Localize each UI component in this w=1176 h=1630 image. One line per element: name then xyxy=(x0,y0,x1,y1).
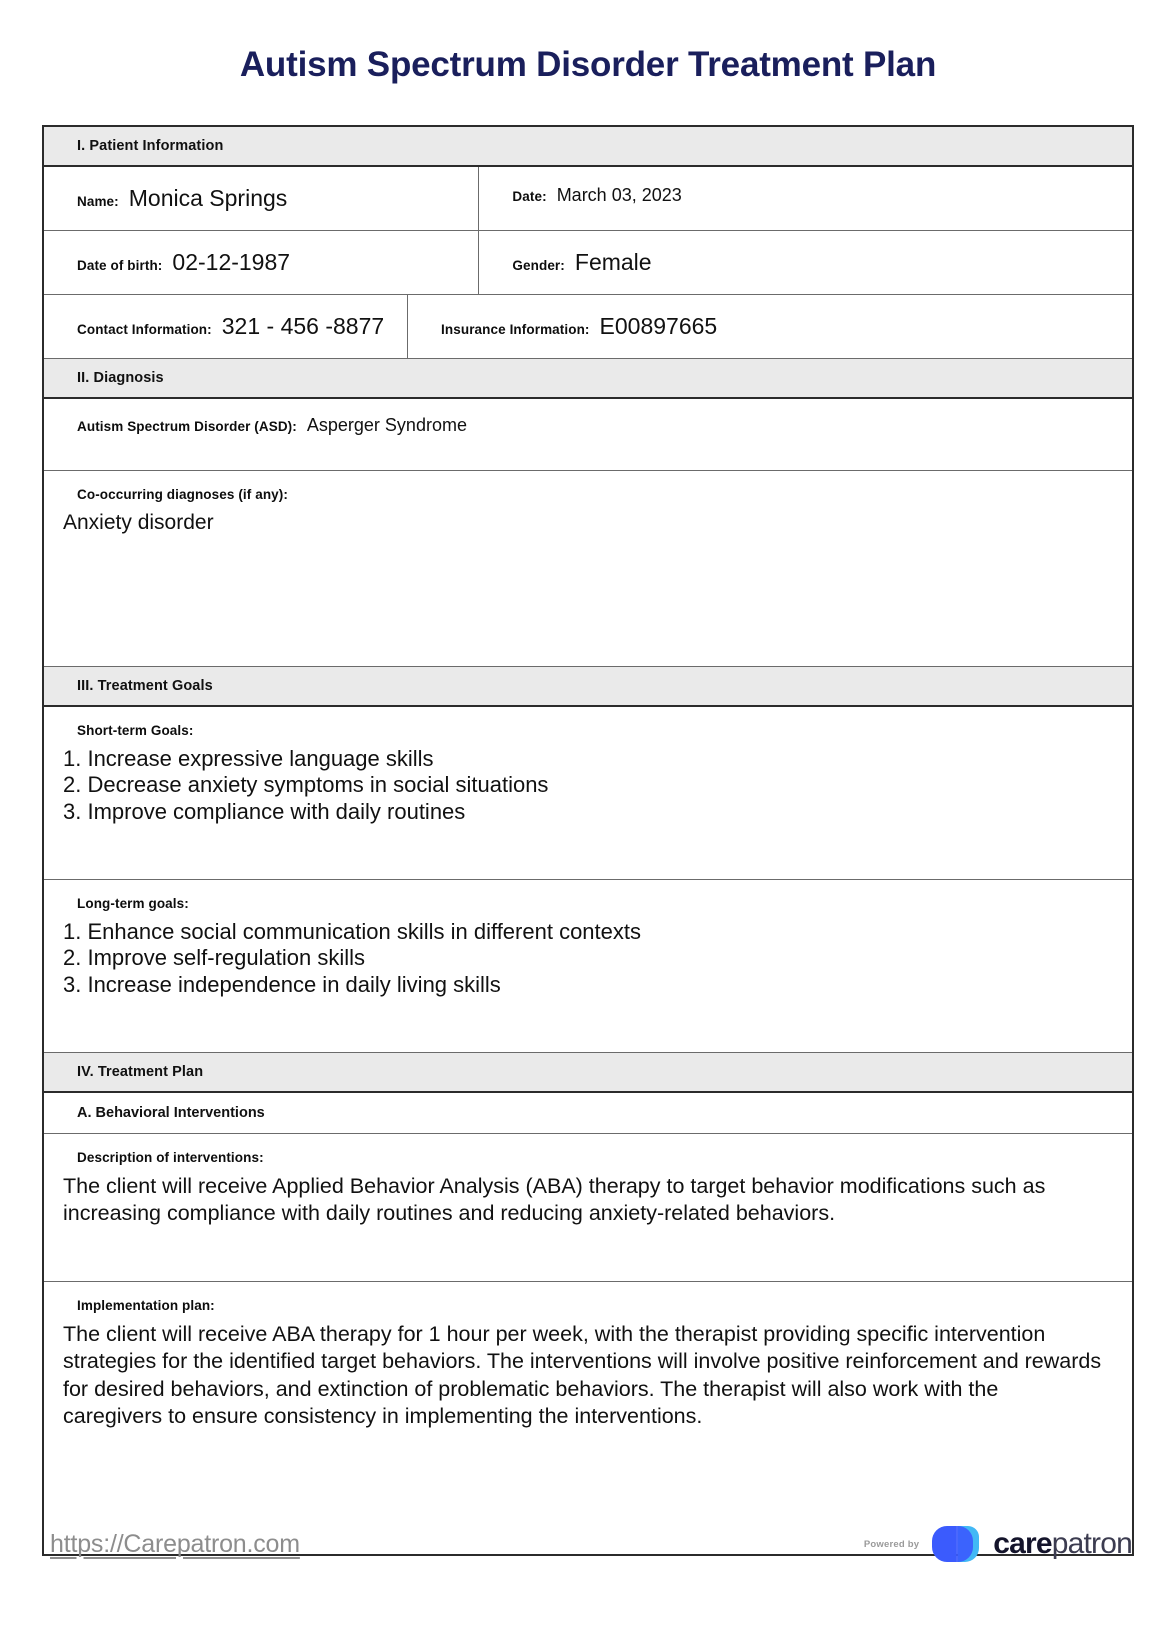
description-value: The client will receive Applied Behavior Analysis (ABA) therapy to target behavior modifications such as increasing compliance with daily routines and reducing anxiety-related behaviors. xyxy=(63,1173,1046,1226)
name-label: Name: xyxy=(77,193,119,209)
table-row-contact-insurance xyxy=(44,295,1132,359)
implementation-label: Implementation plan: xyxy=(77,1297,215,1313)
carepatron-branding xyxy=(864,1524,1132,1564)
cooccurring-label: Co-occurring diagnoses (if any): xyxy=(77,486,288,502)
field-description-of-interventions[interactable] xyxy=(44,1134,1132,1282)
field-implementation-plan[interactable] xyxy=(44,1282,1132,1554)
short-term-goals-list xyxy=(63,746,1102,826)
description-label: Description of interventions: xyxy=(77,1149,264,1165)
gender-value: Female xyxy=(574,248,652,275)
field-short-term-goals[interactable] xyxy=(44,707,1132,880)
list-item: 3. Increase independence in daily living skills xyxy=(63,972,501,998)
contact-value: 321 - 456 -8877 xyxy=(221,312,385,339)
list-item: 1. Increase expressive language skills xyxy=(63,745,434,771)
implementation-value: The client will receive ABA therapy for 1 hour per week, with the therapist providing specific intervention strategies for the identified target behaviors. The interventions will involve positive reinforcement and rewards for desired behaviors, and extinction of problematic behaviors. The therapist will also work with the caregivers to ensure consistency in implementing the interventions. xyxy=(63,1321,1102,1429)
insurance-label: Insurance Information: xyxy=(441,321,590,337)
powered-by-label: Powered by xyxy=(863,1538,920,1550)
field-asd-diagnosis[interactable] xyxy=(44,399,1132,471)
field-date-of-birth[interactable] xyxy=(44,231,479,294)
long-term-goals-list xyxy=(63,919,1102,999)
field-insurance-information[interactable] xyxy=(408,295,1132,358)
date-label: Date: xyxy=(512,188,547,204)
contact-label: Contact Information: xyxy=(77,321,212,337)
dob-value: 02-12-1987 xyxy=(172,248,291,275)
date-value: March 03, 2023 xyxy=(556,184,682,205)
page-footer xyxy=(0,1514,1176,1574)
subsection-header-behavioral-interventions: A. Behavioral Interventions xyxy=(44,1093,1132,1134)
field-name[interactable] xyxy=(44,167,479,230)
long-term-goals-label: Long-term goals: xyxy=(77,895,189,911)
section-header-treatment-plan: IV. Treatment Plan xyxy=(44,1053,1132,1093)
brand-name-bold: care xyxy=(993,1527,1052,1560)
asd-label: Autism Spectrum Disorder (ASD): xyxy=(77,418,297,434)
section-header-treatment-goals: III. Treatment Goals xyxy=(44,667,1132,707)
field-date[interactable] xyxy=(479,167,1132,230)
field-cooccurring-diagnoses[interactable] xyxy=(44,471,1132,667)
dob-label: Date of birth: xyxy=(77,257,163,273)
section-header-diagnosis: II. Diagnosis xyxy=(44,359,1132,399)
table-row-dob-gender xyxy=(44,231,1132,295)
short-term-goals-label: Short-term Goals: xyxy=(77,722,194,738)
list-item: 3. Improve compliance with daily routines xyxy=(63,799,466,825)
name-value: Monica Springs xyxy=(128,184,288,211)
list-item: 2. Improve self-regulation skills xyxy=(63,945,366,971)
page-title: Autism Spectrum Disorder Treatment Plan xyxy=(239,45,937,84)
treatment-plan-form xyxy=(42,125,1134,1556)
cooccurring-value: Anxiety disorder xyxy=(63,510,214,534)
list-item: 2. Decrease anxiety symptoms in social situations xyxy=(63,772,549,798)
insurance-value: E00897665 xyxy=(599,312,718,339)
table-row-name-date xyxy=(44,167,1132,231)
brand-name-light: patron xyxy=(1051,1527,1132,1560)
gender-label: Gender: xyxy=(512,257,565,273)
carepatron-url-link[interactable]: https://Carepatron.com xyxy=(50,1529,300,1558)
field-contact-information[interactable] xyxy=(44,295,408,358)
carepatron-logo-icon xyxy=(930,1524,982,1564)
section-header-patient-information: I. Patient Information xyxy=(44,127,1132,167)
list-item: 1. Enhance social communication skills in different contexts xyxy=(63,918,641,944)
field-gender[interactable] xyxy=(479,231,1132,294)
field-long-term-goals[interactable] xyxy=(44,880,1132,1053)
asd-value: Asperger Syndrome xyxy=(306,414,467,435)
carepatron-wordmark xyxy=(993,1529,1132,1559)
